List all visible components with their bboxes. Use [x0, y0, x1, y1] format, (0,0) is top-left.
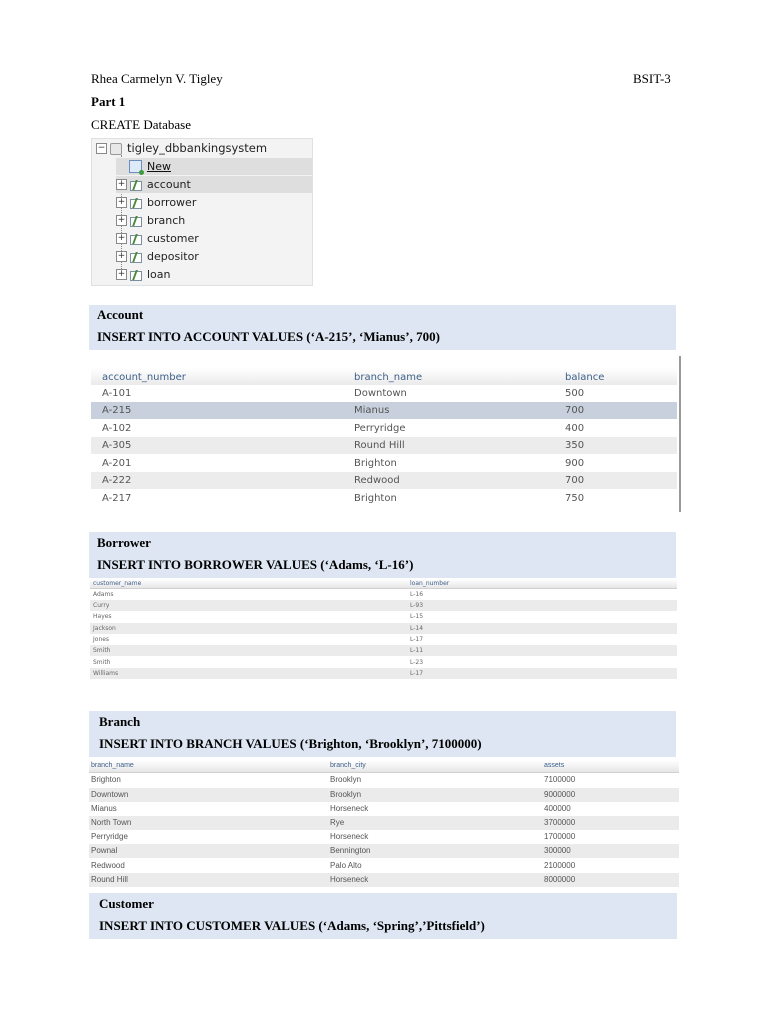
tree-item-customer[interactable] [116, 230, 199, 247]
cell: A-101 [102, 388, 132, 399]
cell: Jackson [93, 625, 116, 632]
cell: Mianus [354, 405, 390, 416]
table-row[interactable] [91, 420, 677, 437]
table-row[interactable] [91, 437, 677, 454]
table-row[interactable] [89, 859, 679, 873]
cell: L-16 [410, 591, 424, 598]
table-row[interactable] [89, 788, 679, 802]
tree-item-label: depositor [147, 250, 199, 263]
cell: Brooklyn [330, 775, 362, 784]
cell: Perryridge [354, 423, 406, 434]
customer-section [89, 893, 677, 939]
cell: Horseneck [330, 875, 369, 884]
cell: Horseneck [330, 832, 369, 841]
column-header[interactable]: account_number [102, 372, 186, 383]
sql-statement: INSERT INTO CUSTOMER VALUES (‘Adams, ‘Spring’,’Pittsfield’) [99, 918, 485, 933]
cell: 7100000 [544, 775, 576, 784]
table-row[interactable] [90, 645, 677, 656]
tree-db-node[interactable] [96, 140, 267, 157]
database-tree [91, 138, 313, 286]
tree-item-label: account [147, 178, 191, 191]
collapse-icon[interactable]: − [97, 143, 106, 153]
table-row[interactable] [90, 600, 677, 611]
branch-table [89, 760, 679, 890]
cell: Adams [93, 591, 114, 598]
cell: A-215 [102, 405, 132, 416]
cell: Palo Alto [330, 861, 362, 870]
cell: L-11 [410, 647, 424, 654]
cell: A-305 [102, 440, 132, 451]
tree-item-label: branch [147, 214, 186, 227]
section-title: Customer [99, 896, 154, 911]
new-table-icon [129, 160, 142, 173]
cell: Redwood [354, 475, 400, 486]
tree-item-branch[interactable] [116, 212, 185, 229]
borrower-table [90, 579, 677, 680]
cell: Brooklyn [330, 790, 362, 799]
cell: Brighton [354, 493, 397, 504]
table-row[interactable] [91, 490, 677, 507]
cell: 8000000 [544, 875, 576, 884]
table-row[interactable] [89, 802, 679, 816]
table-row[interactable] [91, 472, 677, 489]
cell: Bennington [330, 846, 371, 855]
db-name: tigley_dbbankingsystem [127, 141, 268, 155]
table-row[interactable] [90, 634, 677, 645]
column-header[interactable]: branch_name [354, 372, 423, 383]
table-header [89, 760, 679, 773]
sql-statement: INSERT INTO BRANCH VALUES (‘Brighton, ‘Brooklyn’, 7100000) [99, 736, 482, 751]
cell: A-222 [102, 475, 132, 486]
cell: Mianus [91, 804, 117, 813]
cell: 400000 [544, 804, 571, 813]
cell: 300000 [544, 846, 571, 855]
table-icon [130, 234, 142, 244]
database-icon [110, 143, 122, 155]
cell: Round Hill [354, 440, 405, 451]
new-link[interactable]: New [147, 160, 171, 173]
cell: 700 [565, 475, 585, 486]
tree-item-label: borrower [147, 196, 197, 209]
cell: Smith [93, 659, 111, 666]
column-header[interactable]: assets [544, 762, 565, 769]
table-row[interactable] [90, 668, 677, 679]
cell: 500 [565, 388, 585, 399]
course-label: BSIT-3 [633, 71, 671, 86]
section-title: Account [97, 307, 144, 322]
cell: 9000000 [544, 790, 576, 799]
cell: Perryridge [91, 832, 128, 841]
tree-item-borrower[interactable] [116, 194, 196, 211]
cell: 700 [565, 405, 585, 416]
sql-statement: INSERT INTO BORROWER VALUES (‘Adams, ‘L-16’) [97, 557, 414, 572]
column-header[interactable]: branch_name [91, 762, 134, 769]
table-row[interactable] [90, 589, 677, 600]
cell: 400 [565, 423, 585, 434]
table-row[interactable] [90, 657, 677, 668]
table-row[interactable] [90, 611, 677, 622]
table-icon [130, 198, 142, 208]
tree-new-node[interactable] [116, 158, 312, 175]
cell: L-14 [410, 625, 424, 632]
table-row[interactable] [91, 455, 677, 472]
cell: Downtown [354, 388, 407, 399]
table-row[interactable] [91, 385, 677, 402]
column-header[interactable]: customer_name [93, 580, 142, 587]
cell: Williams [93, 670, 119, 677]
expand-icon[interactable]: + [117, 269, 126, 279]
author-name: Rhea Carmelyn V. Tigley [91, 71, 223, 86]
table-row[interactable] [89, 873, 679, 887]
column-header[interactable]: balance [565, 372, 605, 383]
expand-icon[interactable]: + [117, 251, 126, 261]
column-header[interactable]: loan_number [410, 580, 450, 587]
part-heading: Part 1 [91, 94, 126, 109]
table-row[interactable] [91, 402, 677, 419]
table-row[interactable] [89, 816, 679, 830]
tree-item-depositor[interactable] [116, 248, 199, 265]
table-row[interactable] [89, 830, 679, 844]
cell: North Town [91, 818, 132, 827]
table-icon [130, 252, 142, 262]
cell: 350 [565, 440, 585, 451]
account-table [91, 356, 681, 512]
cell: Smith [93, 647, 111, 654]
cell: Downtown [91, 790, 129, 799]
sql-statement: INSERT INTO ACCOUNT VALUES (‘A-215’, ‘Mianus’, 700) [97, 329, 440, 344]
table-row[interactable] [89, 844, 679, 858]
borrower-section [89, 532, 676, 578]
section-title: Branch [99, 714, 141, 729]
table-icon [130, 270, 142, 280]
branch-section [89, 711, 676, 757]
column-header[interactable]: branch_city [330, 762, 366, 769]
tree-item-label: loan [147, 268, 171, 281]
expand-icon[interactable]: + [117, 179, 126, 189]
cell: Rye [330, 818, 345, 827]
cell: 3700000 [544, 818, 576, 827]
cell: Brighton [91, 775, 121, 784]
cell: Curry [93, 602, 110, 609]
cell: A-201 [102, 458, 132, 469]
expand-icon[interactable]: + [117, 197, 126, 207]
table-header [90, 579, 677, 589]
cell: Horseneck [330, 804, 369, 813]
cell: Brighton [354, 458, 397, 469]
cell: 750 [565, 493, 585, 504]
cell: L-23 [410, 659, 424, 666]
cell: Hayes [93, 613, 112, 620]
tree-item-account[interactable] [116, 176, 312, 193]
table-row[interactable] [89, 773, 679, 787]
expand-icon[interactable]: + [117, 215, 126, 225]
cell: Pownal [91, 846, 118, 855]
tree-item-loan[interactable] [116, 266, 171, 283]
cell: Jones [93, 636, 110, 643]
table-icon [130, 180, 142, 190]
account-section [89, 305, 676, 350]
cell: 1700000 [544, 832, 576, 841]
table-icon [130, 216, 142, 226]
cell: Round Hill [91, 875, 128, 884]
cell: L-15 [410, 613, 424, 620]
cell: Redwood [91, 861, 125, 870]
cell: L-17 [410, 636, 424, 643]
cell: 900 [565, 458, 585, 469]
expand-icon[interactable]: + [117, 233, 126, 243]
create-database-label: CREATE Database [91, 117, 192, 132]
cell: A-102 [102, 423, 132, 434]
cell: L-93 [410, 602, 424, 609]
table-row[interactable] [90, 623, 677, 634]
cell: L-17 [410, 670, 424, 677]
cell: A-217 [102, 493, 132, 504]
tree-item-label: customer [147, 232, 199, 245]
cell: 2100000 [544, 861, 576, 870]
section-title: Borrower [97, 535, 151, 550]
